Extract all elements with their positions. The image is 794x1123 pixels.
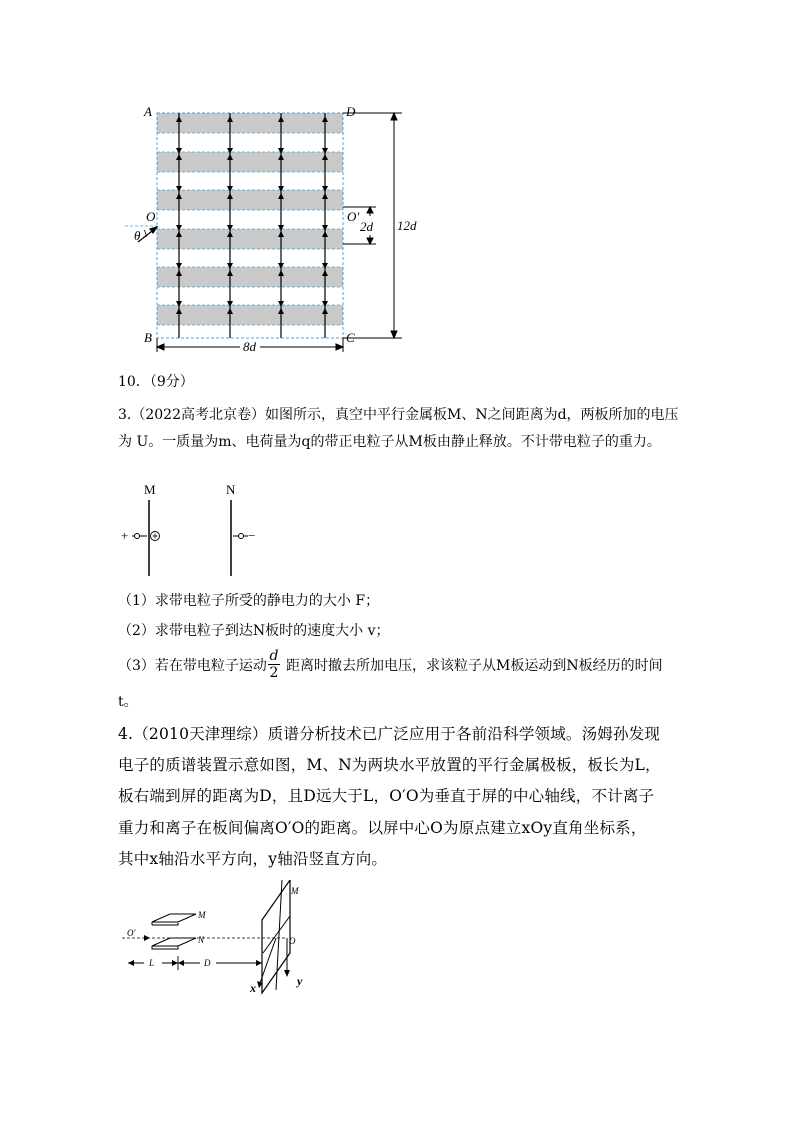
- dim-2d: 2d: [360, 219, 373, 234]
- q3-sub3-end: t。: [118, 694, 138, 710]
- label-O-prime: O′: [127, 928, 136, 938]
- label-B: B: [144, 330, 152, 345]
- region-boundary: [157, 113, 343, 338]
- screen-M-label: M: [291, 886, 299, 896]
- label-A: A: [144, 104, 152, 119]
- label-O: O: [289, 936, 296, 946]
- minus-terminal: −: [248, 528, 256, 543]
- axis-y-label: y: [297, 974, 303, 988]
- q4-line4: 重力和离子在板间偏离O′O的距离。以屏中心O为原点建立xOy直角坐标系，: [118, 819, 647, 837]
- plate-M-label: M: [198, 910, 206, 920]
- q3-line2: 为 U。一质量为m、电荷量为q的带正电粒子从M板由静止释放。不计带电粒子的重力。: [118, 434, 661, 450]
- fraction-d-over-2: [268, 648, 280, 681]
- frac-numerator: d: [269, 648, 279, 664]
- q3-sub3-post: 距离时撤去所加电压，求该粒子从M板运动到N板经历的时间: [286, 658, 663, 674]
- label-C: C: [346, 330, 355, 345]
- label-O-prime: O′: [347, 209, 360, 224]
- frac-denominator: 2: [269, 665, 279, 681]
- dim-12d: 12d: [397, 218, 417, 233]
- q10-header: 10．（9分）: [118, 374, 194, 390]
- label-theta: θ: [134, 228, 141, 243]
- q3-line1: 3.（2022高考北京卷）如图所示，真空中平行金属板M、N之间距离为d，两板所加的电压: [118, 407, 679, 423]
- gray-bands: [157, 113, 343, 325]
- q3-sub3-pre: （3）若在带电粒子运动: [118, 658, 267, 674]
- mass-spectrometer-figure: [122, 880, 372, 995]
- field-lines: [179, 113, 325, 338]
- plus-terminal: +: [121, 528, 129, 543]
- dim-D: D: [204, 958, 211, 968]
- plate-N-label: N: [198, 935, 205, 945]
- dim-L: L: [149, 958, 155, 968]
- axis-x-label: x: [250, 981, 256, 995]
- dim-8d: 8d: [243, 339, 256, 354]
- q3-sub1: （1）求带电粒子所受的静电力的大小 F；: [118, 593, 380, 609]
- plate-N-label: N: [226, 482, 236, 497]
- q3-sub2: （2）求带电粒子到达N板时的速度大小 v；: [118, 623, 390, 639]
- plates-mn-figure: [118, 478, 258, 580]
- q4-line2: 电子的质谱装置示意如图，M、N为两块水平放置的平行金属极板，板长为L，: [118, 756, 661, 774]
- particle-incidence-arrow: [138, 227, 157, 242]
- q4-line5: 其中x轴沿水平方向，y轴沿竖直方向。: [118, 850, 388, 868]
- q4-line3: 板右端到屏的距离为D，且D远大于L，O′O为垂直于屏的中心轴线，不计离子: [118, 787, 655, 805]
- q4-line1: 4.（2010天津理综）质谱分析技术已广泛应用于各前沿科学领域。汤姆孙发现: [118, 725, 661, 743]
- field-region-figure: [120, 100, 420, 360]
- label-O: O: [146, 209, 156, 224]
- plate-M-label: M: [144, 482, 156, 497]
- label-D: D: [346, 104, 356, 119]
